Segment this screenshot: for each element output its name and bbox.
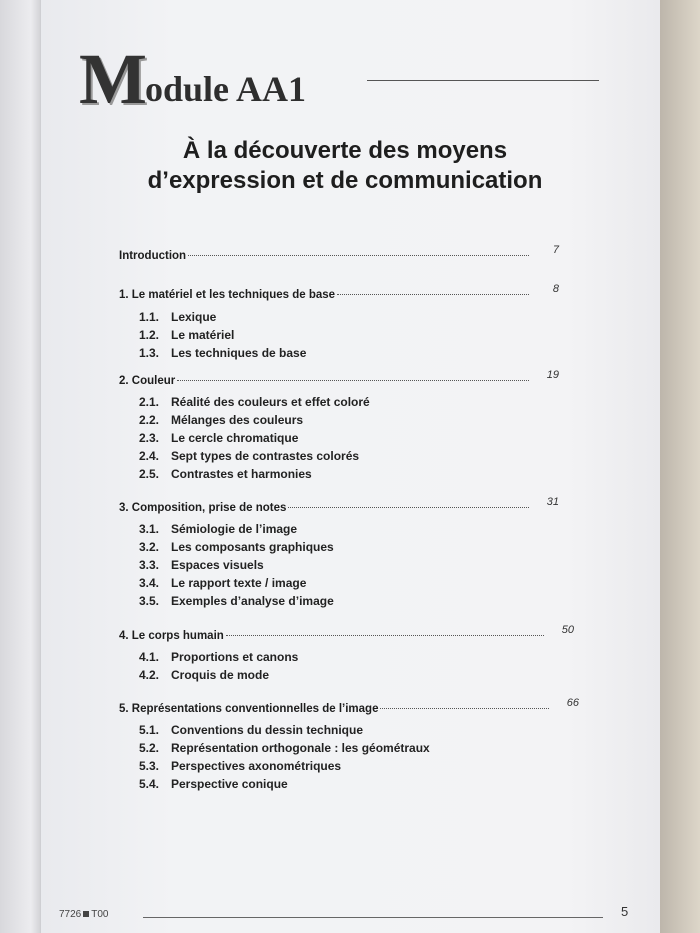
header-rule xyxy=(367,80,599,81)
toc-subentry-label: Croquis de mode xyxy=(171,668,270,682)
toc-subentry-number: 1.2. xyxy=(139,328,160,342)
toc-subentry[interactable] xyxy=(139,574,559,592)
toc-page-number: 31 xyxy=(546,496,559,508)
background-wall xyxy=(660,0,700,933)
toc-page-number: 66 xyxy=(566,697,579,709)
toc-subentry-number: 2.5. xyxy=(139,467,160,481)
footer-code xyxy=(59,909,108,920)
toc-subentry-label: Espaces visuels xyxy=(171,558,264,572)
toc-section-introduction xyxy=(119,244,559,262)
toc-subentry-label: Lexique xyxy=(171,310,217,324)
toc-section-4 xyxy=(119,624,574,684)
toc-entry-label: 3. Composition, prise de notes xyxy=(119,502,287,514)
toc-entry[interactable] xyxy=(119,624,574,642)
toc-subentry[interactable] xyxy=(139,326,559,344)
toc-page-number: 50 xyxy=(561,624,574,636)
toc-subentry-label: Sept types de contrastes colorés xyxy=(171,449,360,463)
page-number: 5 xyxy=(621,904,629,919)
toc-subentry-label: Les techniques de base xyxy=(171,346,307,360)
toc-subentry-label: Contrastes et harmonies xyxy=(171,467,312,481)
toc-subentry[interactable] xyxy=(139,556,559,574)
toc-subentry-number: 2.3. xyxy=(139,431,160,445)
page-title xyxy=(105,136,585,196)
toc-subentry-label: Conventions du dessin technique xyxy=(171,723,364,737)
footer-code-right: T00 xyxy=(91,909,109,920)
toc-subentry[interactable] xyxy=(139,538,559,556)
toc-subentry-number: 5.3. xyxy=(139,759,160,773)
toc-subentry[interactable] xyxy=(139,429,559,447)
toc-entry[interactable] xyxy=(119,283,559,301)
toc-subentry-number: 5.1. xyxy=(139,723,160,737)
leader-dots xyxy=(380,708,549,709)
document-page xyxy=(40,0,700,933)
toc-entry-label: 5. Représentations conventionnelles de l’image xyxy=(119,703,379,715)
leader-dots xyxy=(226,635,544,636)
toc-section-2 xyxy=(119,369,559,483)
module-title-initial: M xyxy=(79,39,145,119)
toc-subentry-number: 3.2. xyxy=(139,540,160,554)
toc-subentry-number: 3.3. xyxy=(139,558,160,572)
toc-subentry[interactable] xyxy=(139,648,574,666)
toc-subentry-number: 4.1. xyxy=(139,650,160,664)
toc-subentry-label: Mélanges des couleurs xyxy=(171,413,304,427)
footer-code-left: 7726 xyxy=(59,909,82,920)
toc-entry-label: 2. Couleur xyxy=(119,375,176,387)
module-title xyxy=(79,38,307,119)
toc-section-5 xyxy=(119,697,579,793)
toc-entry[interactable] xyxy=(119,496,559,514)
toc-subentry-label: Le rapport texte / image xyxy=(171,576,307,590)
toc-section-3 xyxy=(119,496,559,610)
facing-page-edge xyxy=(0,0,44,933)
toc-subentry-label: Proportions et canons xyxy=(171,650,299,664)
toc-subentry-label: Le matériel xyxy=(171,328,235,342)
toc-subentry[interactable] xyxy=(139,666,574,684)
toc-subentry-label: Exemples d’analyse d’image xyxy=(171,594,334,608)
toc-subentry[interactable] xyxy=(139,465,559,483)
toc-subentry-label: Réalité des couleurs et effet coloré xyxy=(171,395,370,409)
leader-dots xyxy=(177,380,529,381)
footer-rule xyxy=(143,917,603,918)
toc-entry[interactable] xyxy=(119,697,579,715)
leader-dots xyxy=(337,294,529,295)
page-title-line2: d’expression et de communication xyxy=(147,167,543,194)
toc-subentry-number: 5.2. xyxy=(139,741,160,755)
toc-subentry[interactable] xyxy=(139,393,559,411)
toc-subentry-label: Perspectives axonométriques xyxy=(171,759,342,773)
toc-subentry-number: 2.4. xyxy=(139,449,160,463)
toc-subentry-label: Représentation orthogonale : les géométraux xyxy=(171,741,430,755)
toc-subentry[interactable] xyxy=(139,411,559,429)
square-bullet-icon xyxy=(83,911,89,917)
toc-subentry-number: 3.4. xyxy=(139,576,160,590)
toc-subentry[interactable] xyxy=(139,592,559,610)
toc-subentry[interactable] xyxy=(139,757,579,775)
toc-subentry-number: 3.1. xyxy=(139,522,160,536)
toc-subentry[interactable] xyxy=(139,344,559,362)
toc-subentry-number: 1.1. xyxy=(139,310,160,324)
toc-subentry-number: 2.1. xyxy=(139,395,160,409)
toc-subentry-number: 5.4. xyxy=(139,777,160,791)
toc-subentry-number: 1.3. xyxy=(139,346,160,360)
leader-dots xyxy=(188,255,529,256)
toc-entry-label: 4. Le corps humain xyxy=(119,630,224,642)
toc-page-number: 8 xyxy=(552,283,559,295)
toc-subentry[interactable] xyxy=(139,739,579,757)
module-title-text: odule AA1 xyxy=(144,69,307,109)
toc-subentry[interactable] xyxy=(139,721,579,739)
toc-entry-label: 1. Le matériel et les techniques de base xyxy=(119,289,336,301)
toc-subentry-number: 3.5. xyxy=(139,594,160,608)
toc-section-1 xyxy=(119,283,559,362)
toc-entry-label: Introduction xyxy=(119,250,187,262)
toc-subentry-number: 4.2. xyxy=(139,668,160,682)
toc-entry[interactable] xyxy=(119,369,559,387)
toc-subentry-label: Sémiologie de l’image xyxy=(171,522,298,536)
toc-entry[interactable] xyxy=(119,244,559,262)
toc-page-number: 7 xyxy=(552,244,559,256)
toc-page-number: 19 xyxy=(546,369,559,381)
toc-subentry-number: 2.2. xyxy=(139,413,160,427)
page-title-line1: À la découverte des moyens xyxy=(182,137,508,164)
toc-subentry[interactable] xyxy=(139,308,559,326)
toc-subentry-label: Le cercle chromatique xyxy=(171,431,299,445)
leader-dots xyxy=(288,507,529,508)
toc-subentry[interactable] xyxy=(139,447,559,465)
toc-subentry-label: Perspective conique xyxy=(171,777,288,791)
toc-subentry[interactable] xyxy=(139,520,559,538)
toc-subentry-label: Les composants graphiques xyxy=(171,540,334,554)
toc-subentry[interactable] xyxy=(139,775,579,793)
